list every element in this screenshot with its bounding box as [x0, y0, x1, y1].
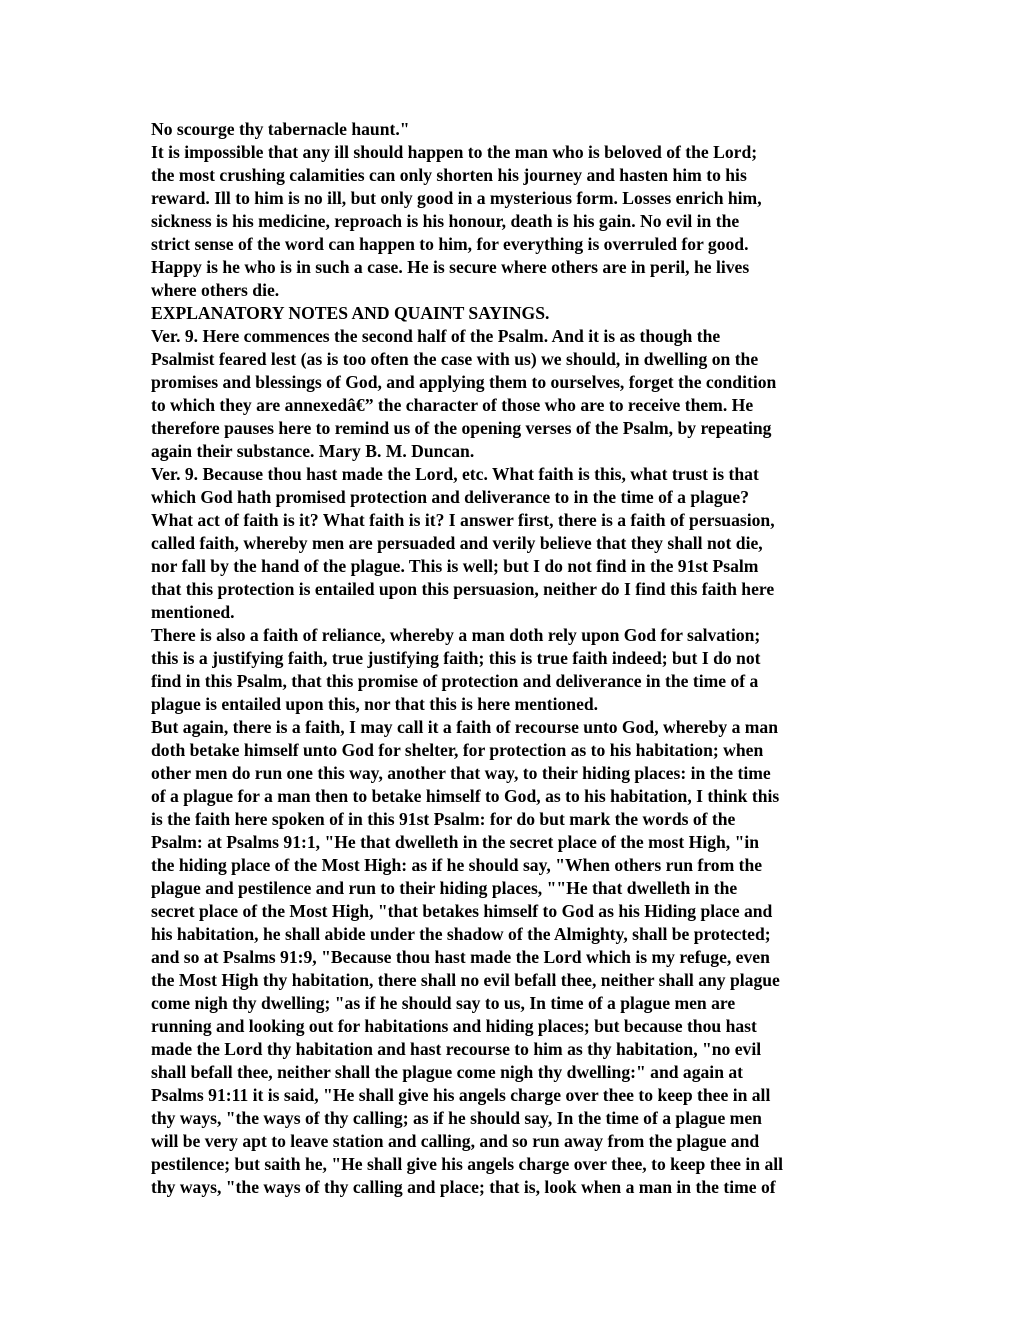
text-line-18: What act of faith is it? What faith is it? I answer first, there is a faith of persuasion, [151, 510, 775, 530]
text-line-41: made the Lord thy habitation and hast recourse to him as thy habitation, "no evil [151, 1039, 762, 1059]
text-line-21: that this protection is entailed upon this persuasion, neither do I find this faith here [151, 579, 775, 599]
text-line-46: pestilence; but saith he, "He shall give his angels charge over thee, to keep thee in all [151, 1154, 784, 1174]
text-line-4: reward. Ill to him is no ill, but only good in a mysterious form. Losses enrich him, [151, 188, 762, 208]
text-line-38: the Most High thy habitation, there shall no evil befall thee, neither shall any plague [151, 970, 780, 990]
text-line-43: Psalms 91:11 it is said, "He shall give his angels charge over thee to keep thee in all [151, 1085, 771, 1105]
text-line-13: to which they are annexedâ€” the character of those who are to receive them. He [151, 395, 754, 415]
section-heading: EXPLANATORY NOTES AND QUAINT SAYINGS. [151, 303, 550, 323]
text-line-15: again their substance. Mary B. M. Duncan. [151, 441, 475, 461]
text-line-42: shall befall thee, neither shall the plague come nigh thy dwelling:" and again at [151, 1062, 744, 1082]
text-line-27: But again, there is a faith, I may call it a faith of recourse unto God, whereby a man [151, 717, 779, 737]
text-line-36: his habitation, he shall abide under the shadow of the Almighty, shall be protected; [151, 924, 771, 944]
text-line-8: where others die. [151, 280, 280, 300]
text-line-31: is the faith here spoken of in this 91st Psalm: for do but mark the words of the [151, 809, 736, 829]
text-line-14: therefore pauses here to remind us of the opening verses of the Psalm, by repeating [151, 418, 772, 438]
text-line-1: No scourge thy tabernacle haunt." [151, 119, 410, 139]
text-line-24: this is a justifying faith, true justifying faith; this is true faith indeed; but I do not [151, 648, 761, 668]
text-line-11: Psalmist feared lest (as is too often the case with us) we should, in dwelling on the [151, 349, 759, 369]
text-line-29: other men do run one this way, another that way, to their hiding places: in the time [151, 763, 771, 783]
text-line-23: There is also a faith of reliance, whereby a man doth rely upon God for salvation; [151, 625, 761, 645]
text-line-28: doth betake himself unto God for shelter, for protection as to his habitation; when [151, 740, 764, 760]
text-line-35: secret place of the Most High, "that betakes himself to God as his Hiding place and [151, 901, 773, 921]
text-line-2: It is impossible that any ill should happen to the man who is beloved of the Lord; [151, 142, 758, 162]
text-line-5: sickness is his medicine, reproach is his honour, death is his gain. No evil in the [151, 211, 740, 231]
text-line-40: running and looking out for habitations and hiding places; but because thou hast [151, 1016, 757, 1036]
text-line-25: find in this Psalm, that this promise of protection and deliverance in the time of a [151, 671, 759, 691]
text-line-47: thy ways, "the ways of thy calling and place; that is, look when a man in the time of [151, 1177, 776, 1197]
text-line-34: plague and pestilence and run to their hiding places, ""He that dwelleth in the [151, 878, 738, 898]
text-line-16: Ver. 9. Because thou hast made the Lord, etc. What faith is this, what trust is that [151, 464, 759, 484]
document-page [151, 118, 881, 1199]
text-line-7: Happy is he who is in such a case. He is secure where others are in peril, he lives [151, 257, 750, 277]
text-line-22: mentioned. [151, 602, 235, 622]
text-line-12: promises and blessings of God, and applying them to ourselves, forget the condition [151, 372, 777, 392]
text-line-32: Psalm: at Psalms 91:1, "He that dwelleth in the secret place of the most High, "in [151, 832, 760, 852]
text-line-37: and so at Psalms 91:9, "Because thou hast made the Lord which is my refuge, even [151, 947, 770, 967]
text-line-44: thy ways, "the ways of thy calling; as if he should say, In the time of a plague men [151, 1108, 762, 1128]
text-line-45: will be very apt to leave station and calling, and so run away from the plague and [151, 1131, 760, 1151]
text-line-26: plague is entailed upon this, nor that this is here mentioned. [151, 694, 599, 714]
text-line-33: the hiding place of the Most High: as if he should say, "When others run from the [151, 855, 763, 875]
text-line-6: strict sense of the word can happen to him, for everything is overruled for good. [151, 234, 749, 254]
text-line-30: of a plague for a man then to betake himself to God, as to his habitation, I think this [151, 786, 780, 806]
text-line-39: come nigh thy dwelling; "as if he should say to us, In time of a plague men are [151, 993, 736, 1013]
text-line-3: the most crushing calamities can only shorten his journey and hasten him to his [151, 165, 747, 185]
text-line-19: called faith, whereby men are persuaded and verily believe that they shall not die, [151, 533, 763, 553]
text-line-20: nor fall by the hand of the plague. This is well; but I do not find in the 91st Psalm [151, 556, 759, 576]
text-line-17: which God hath promised protection and deliverance to in the time of a plague? [151, 487, 750, 507]
text-line-10: Ver. 9. Here commences the second half of the Psalm. And it is as though the [151, 326, 721, 346]
